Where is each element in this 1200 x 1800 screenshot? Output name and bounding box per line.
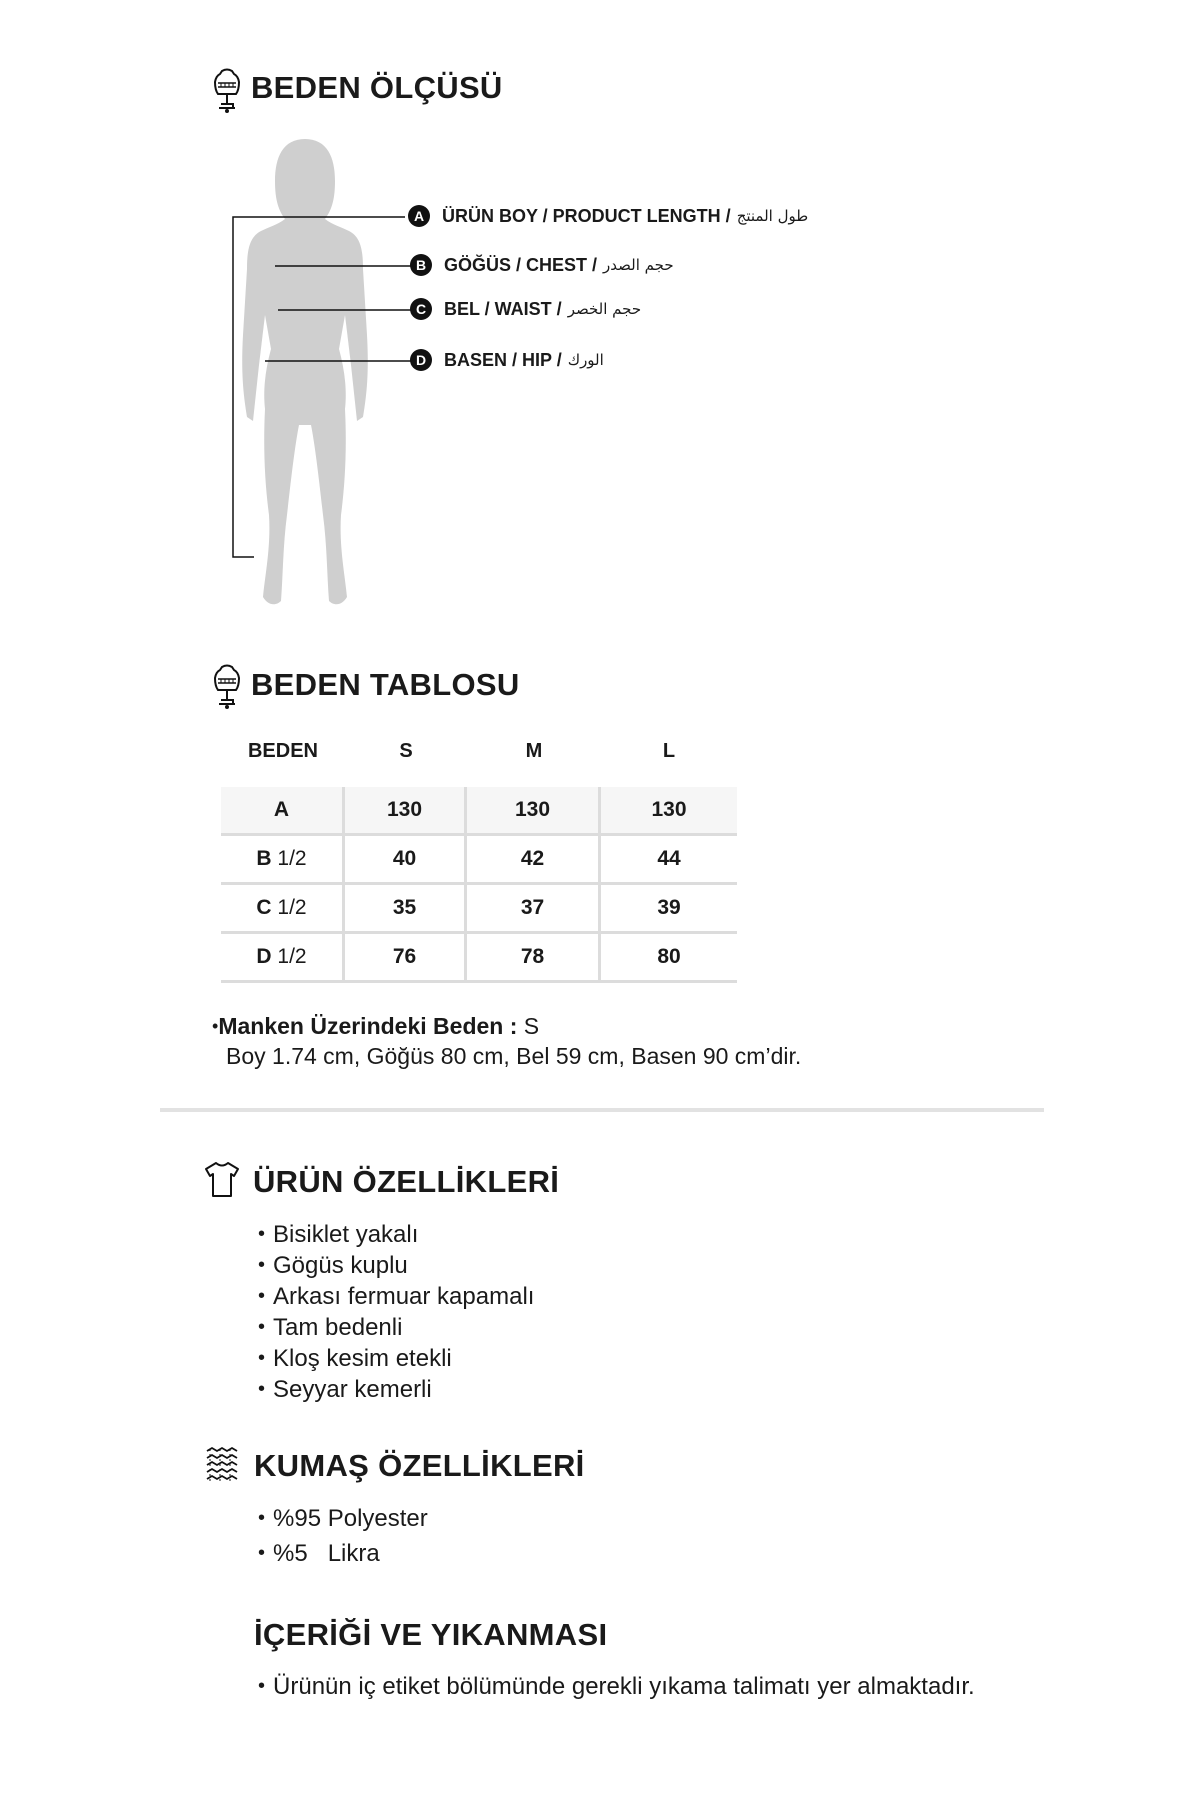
table-row: D 1/2 76 78 80 bbox=[221, 934, 737, 983]
model-note-label: Manken Üzerindeki Beden : bbox=[218, 1013, 518, 1039]
marker-b: B bbox=[410, 254, 432, 276]
size-table bbox=[221, 728, 737, 983]
list-item: • %95 Polyester bbox=[258, 1502, 428, 1537]
product-features-title: ÜRÜN ÖZELLİKLERİ bbox=[253, 1164, 560, 1199]
table-title: BEDEN TABLOSU bbox=[251, 667, 520, 702]
label-waist: C BEL / WAIST / حجم الخصر bbox=[410, 298, 641, 320]
list-item: • Kloş kesim etekli bbox=[258, 1344, 534, 1375]
mannequin-icon bbox=[212, 664, 242, 710]
mannequin-icon bbox=[212, 68, 242, 114]
section-divider bbox=[160, 1108, 1044, 1112]
list-item: • Bisiklet yakalı bbox=[258, 1220, 534, 1251]
model-note: •Manken Üzerindeki Beden : S Boy 1.74 cm, Göğüs 80 cm, Bel 59 cm, Basen 90 cm’dir. bbox=[212, 1013, 802, 1069]
list-item: • Arkası fermuar kapamalı bbox=[258, 1282, 534, 1313]
marker-c: C bbox=[410, 298, 432, 320]
model-note-detail: Boy 1.74 cm, Göğüs 80 cm, Bel 59 cm, Basen 90 cm’dir. bbox=[226, 1043, 802, 1069]
header-m: M bbox=[525, 739, 543, 762]
measure-title: BEDEN ÖLÇÜSÜ bbox=[251, 70, 503, 105]
care-title: İÇERİĞİ VE YIKANMASI bbox=[254, 1617, 608, 1652]
measurement-lines bbox=[225, 200, 425, 570]
list-item: • Tam bedenli bbox=[258, 1313, 534, 1344]
list-item: • %5 Likra bbox=[258, 1537, 428, 1572]
table-row: C 1/2 35 37 39 bbox=[221, 885, 737, 934]
model-note-size: S bbox=[523, 1013, 540, 1039]
label-chest: B GÖĞÜS / CHEST / حجم الصدر bbox=[410, 254, 674, 276]
table-row: A 130 130 130 bbox=[221, 787, 737, 836]
label-product-length: A ÜRÜN BOY / PRODUCT LENGTH / طول المنتج bbox=[408, 205, 808, 227]
product-features-list bbox=[258, 1220, 534, 1406]
header-l: L bbox=[662, 739, 676, 762]
care-list bbox=[258, 1672, 998, 1703]
fabric-icon bbox=[204, 1446, 242, 1484]
table-row: B 1/2 40 42 44 bbox=[221, 836, 737, 885]
marker-a: A bbox=[408, 205, 430, 227]
header-s: S bbox=[399, 739, 413, 762]
list-item: • Gögüs kuplu bbox=[258, 1251, 534, 1282]
fabric-features-title: KUMAŞ ÖZELLİKLERİ bbox=[254, 1448, 585, 1483]
label-hip: D BASEN / HIP / الورك bbox=[410, 349, 604, 371]
header-beden: BEDEN bbox=[247, 739, 318, 762]
tshirt-icon bbox=[204, 1160, 240, 1198]
fabric-features-list bbox=[258, 1502, 428, 1572]
list-item: • Ürünün iç etiket bölümünde gerekli yıkama talimatı yer almaktadır. bbox=[258, 1672, 998, 1703]
table-header-row bbox=[221, 728, 737, 787]
marker-d: D bbox=[410, 349, 432, 371]
list-item: • Seyyar kemerli bbox=[258, 1375, 534, 1406]
